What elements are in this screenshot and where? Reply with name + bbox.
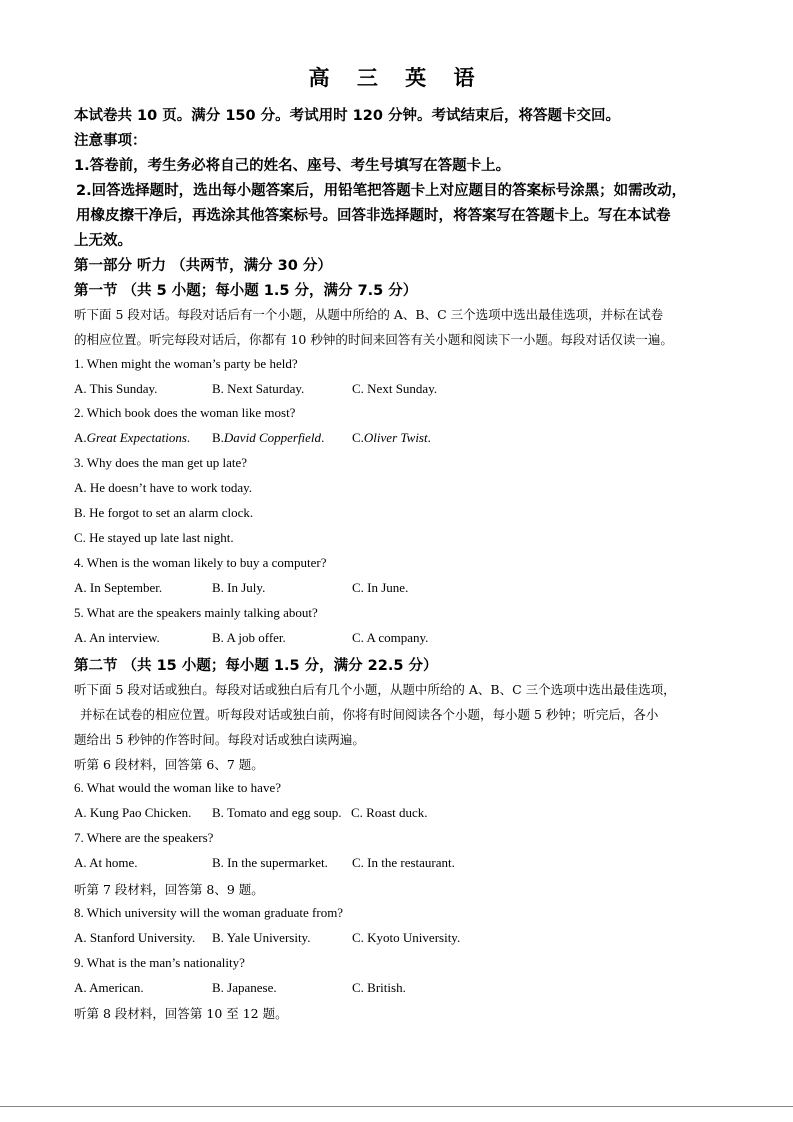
question-7-option-b: B. In the supermarket. (212, 855, 328, 870)
question-7-option-a: A. At home. (74, 855, 138, 870)
question-1-option-b: B. Next Saturday. (212, 381, 305, 396)
question-1-option-a: A. This Sunday. (74, 381, 158, 396)
question-6-option-a: A. Kung Pao Chicken. (74, 805, 192, 820)
question-2-option-c: C.Oliver Twist. (352, 430, 431, 445)
notice-item-1: 1.答卷前，考生务必将自己的姓名、座号、考生号填写在答题卡上。 (74, 158, 511, 174)
section1-heading: 第一节 （共 5 小题；每小题 1.5 分，满分 7.5 分） (74, 283, 418, 299)
question-3-option-b: B. He forgot to set an alarm clock. (74, 505, 254, 520)
question-2: 2. Which book does the woman like most? (74, 405, 296, 420)
question-4: 4. When is the woman likely to buy a computer? (74, 555, 327, 570)
material-8-instruction: 听第 8 段材料，回答第 10 至 12 题。 (74, 1006, 288, 1021)
notice-item-2-line-3: 上无效。 (74, 233, 132, 249)
question-6-option-b: B. Tomato and egg soup. (212, 805, 342, 820)
section2-instructions-line-3: 题给出 5 秒钟的作答时间。每段对话或独白读两遍。 (74, 732, 365, 747)
section1-instructions-line-1: 听下面 5 段对话。每段对话后有一个小题，从题中所给的 A、B、C 三个选项中选出最佳选项，并标在试卷 (74, 307, 664, 322)
question-4-option-b: B. In July. (212, 580, 266, 595)
book-title-c: Oliver Twist (363, 430, 428, 445)
question-3: 3. Why does the man get up late? (74, 455, 248, 470)
question-2-option-b: B.David Copperfield. (212, 430, 325, 445)
question-6-option-c: C. Roast duck. (351, 805, 428, 820)
question-8-option-c: C. Kyoto University. (352, 930, 461, 945)
question-9-option-a: A. American. (74, 980, 144, 995)
notice-item-2-line-2: 用橡皮擦干净后，再选涂其他答案标号。回答非选择题时，将答案写在答题卡上。写在本试卷 (76, 208, 671, 224)
question-7: 7. Where are the speakers? (74, 830, 214, 845)
question-5: 5. What are the speakers mainly talking about? (74, 605, 318, 620)
question-6: 6. What would the woman like to have? (74, 780, 281, 795)
question-8-option-a: A. Stanford University. (74, 930, 196, 945)
material-7-instruction: 听第 7 段材料，回答第 8、9 题。 (74, 882, 264, 897)
question-4-option-c: C. In June. (352, 580, 409, 595)
section2-instructions-line-1: 听下面 5 段对话或独白。每段对话或独白后有几个小题，从题中所给的 A、B、C 三个选项中选出最佳选项， (74, 682, 676, 697)
question-5-option-a: A. An interview. (74, 630, 160, 645)
question-3-option-a: A. He doesn’t have to work today. (74, 480, 252, 495)
book-title-b: David Copperfield (223, 430, 322, 445)
question-3-option-c: C. He stayed up late last night. (74, 530, 234, 545)
section2-instructions-line-2: 并标在试卷的相应位置。听每段对话或独白前，你将有时间阅读各个小题，每小题 5 秒钟；听完后，各小 (80, 707, 659, 722)
question-9: 9. What is the man’s nationality? (74, 955, 245, 970)
question-5-option-c: C. A company. (352, 630, 429, 645)
question-2-option-a: A.Great Expectations. (74, 430, 191, 445)
notice-item-2-line-1: 2.回答选择题时，选出每小题答案后，用铅笔把答题卡上对应题目的答案标号涂黑；如需改动， (76, 183, 687, 199)
page-title: 高 三 英 语 (308, 65, 485, 90)
page-bottom-divider (0, 1106, 793, 1107)
question-9-option-c: C. British. (352, 980, 406, 995)
book-title-a: Great Expectations (86, 430, 187, 445)
question-1: 1. When might the woman’s party be held? (74, 356, 298, 371)
question-7-option-c: C. In the restaurant. (352, 855, 455, 870)
question-4-option-a: A. In September. (74, 580, 163, 595)
question-5-option-b: B. A job offer. (212, 630, 286, 645)
question-8: 8. Which university will the woman graduate from? (74, 905, 344, 920)
question-1-option-c: C. Next Sunday. (352, 381, 438, 396)
section1-instructions-line-2: 的相应位置。听完每段对话后，你都有 10 秒钟的时间来回答有关小题和阅读下一小题。每段对话仅读一遍。 (74, 332, 673, 347)
material-6-instruction: 听第 6 段材料，回答第 6、7 题。 (74, 757, 264, 772)
question-9-option-b: B. Japanese. (212, 980, 277, 995)
section2-heading: 第二节 （共 15 小题；每小题 1.5 分，满分 22.5 分） (74, 658, 438, 674)
question-8-option-b: B. Yale University. (212, 930, 311, 945)
exam-intro: 本试卷共 10 页。满分 150 分。考试用时 120 分钟。考试结束后，将答题卡交回。 (74, 108, 620, 124)
notice-heading: 注意事项： (74, 133, 147, 149)
part1-heading: 第一部分 听力 （共两节，满分 30 分） (74, 258, 332, 274)
